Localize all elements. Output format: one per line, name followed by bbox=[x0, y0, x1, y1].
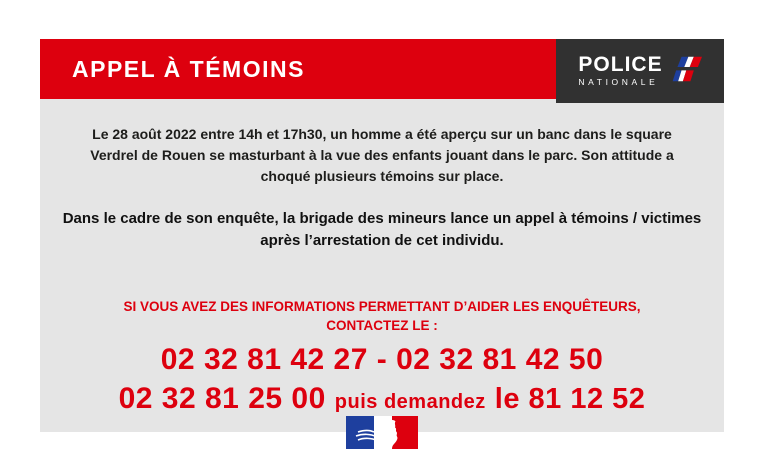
phone-extension: le 81 12 52 bbox=[494, 383, 646, 415]
police-nationale-logo bbox=[556, 39, 724, 103]
notice-body bbox=[40, 99, 724, 432]
notice-poster bbox=[40, 39, 724, 432]
phone-number: 02 32 81 25 00 bbox=[118, 382, 326, 415]
page-title: APPEL À TÉMOINS bbox=[72, 55, 305, 82]
incident-description: Le 28 août 2022 entre 14h et 17h30, un homme a été aperçu sur un banc dans le square Verdrel de Rouen se masturbant à la vue des enfants jouant dans le parc. Son attitude a choqué plusieurs témoins sur place. bbox=[90, 126, 674, 184]
poster-header bbox=[40, 39, 724, 99]
appeal-statement: Dans le cadre de son enquête, la brigade des mineurs lance un appel à témoins / victimes après l’arrestation de cet individu. bbox=[62, 210, 702, 249]
police-wordmark-line2: NATIONALE bbox=[578, 77, 659, 87]
phone-numbers-secondary bbox=[40, 380, 724, 421]
title-banner bbox=[40, 39, 556, 99]
police-tricolor-flash-icon bbox=[672, 53, 702, 90]
contact-cta-line1: SI VOUS AVEZ DES INFORMATIONS PERMETTANT D’AIDER LES ENQUÊTEURS, bbox=[123, 299, 641, 314]
marianne-republique-francaise-icon bbox=[346, 416, 418, 449]
contact-call-to-action bbox=[62, 297, 702, 335]
contact-cta-line2: CONTACTEZ LE : bbox=[326, 318, 438, 333]
police-wordmark bbox=[578, 55, 662, 87]
phone-connector-text: puis demandez bbox=[334, 391, 486, 413]
police-wordmark-line1: POLICE bbox=[578, 53, 663, 76]
phone-numbers-primary: 02 32 81 42 27 - 02 32 81 42 50 bbox=[160, 343, 604, 376]
